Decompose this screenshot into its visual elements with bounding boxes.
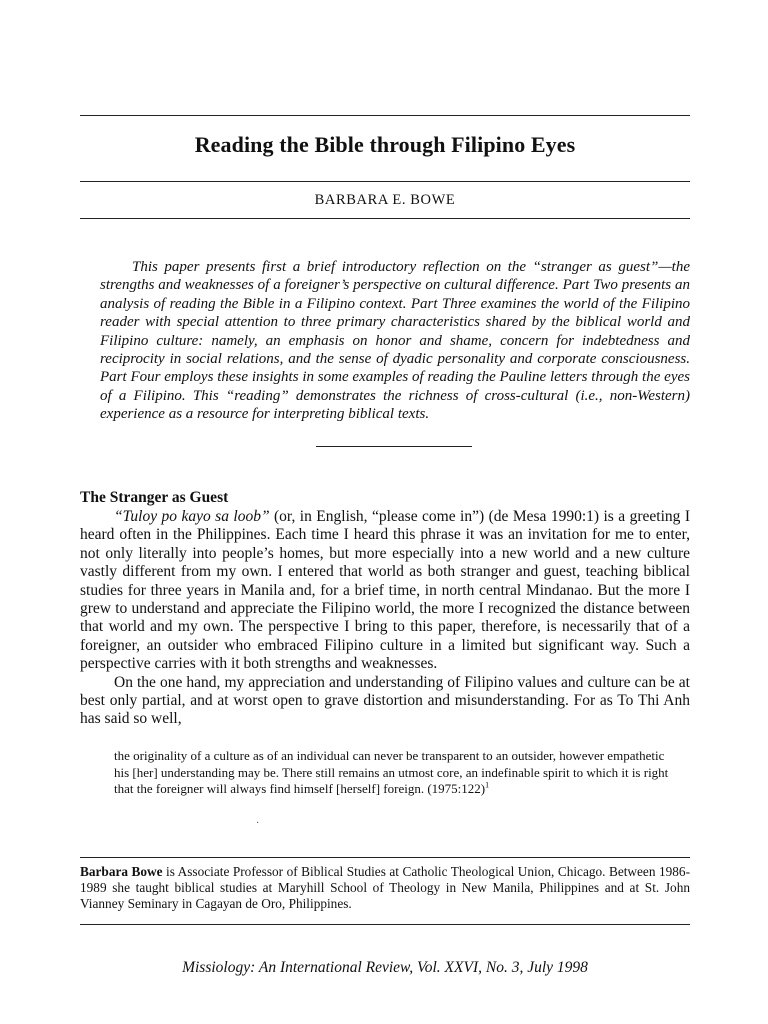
block-quote-text: the originality of a culture as of an individual can never be transparent to an outsider, however empathetic his [her] understanding may be. There still remains an utmost core, an indefinable spirit to which it is right that the foreigner will always find himself [herself] foreign. (1975:122) — [114, 748, 669, 797]
footnote-rule — [80, 857, 690, 858]
abstract: This paper presents first a brief introductory reflection on the “stranger as guest”—the strengths and weaknesses of a foreigner’s perspective on cultural difference. Part Two presents an analysis of reading the Bible in a Filipino context. Part Three examines the world of the Filipino reader with special attention to three primary characteristics shared by the biblical world and Filipino culture: namely, an emphasis on honor and shame, concern for indebtedness and reciprocity in social relations, and the sense of dyadic personality and corporate consciousness. Part Four employs these insights in some examples of reading the Pauline letters through the eyes of a Filipino. This “reading” demonstrates the richness of cross-cultural (i.e., non-Western) experience as a resource for interpreting biblical texts. — [100, 259, 690, 423]
author-bio — [80, 864, 690, 913]
paragraph-2: On the one hand, my appreciation and understanding of Filipino values and culture can be at best only partial, and at worst open to grave distortion and misunderstanding. For as To Thi Anh has said so well, — [80, 673, 690, 728]
paragraph-1 — [80, 508, 690, 674]
bio-name: Barbara Bowe — [80, 864, 163, 879]
section-body — [80, 508, 690, 729]
tagalog-phrase: “Tuloy po kayo sa loob” — [114, 508, 270, 525]
footnote-marker: 1 — [485, 780, 490, 790]
author-name: BARBARA E. BOWE — [314, 192, 456, 208]
author-rule — [80, 218, 690, 219]
abstract-divider — [316, 446, 472, 447]
journal-citation: Missiology: An International Review, Vol. XXVI, No. 3, July 1998 — [182, 959, 588, 976]
section-heading: The Stranger as Guest — [80, 489, 229, 506]
stray-mark: · — [256, 818, 260, 829]
paragraph-1-text: (or, in English, “please come in”) (de Mesa 1990:1) is a greeting I heard often in the Philippines. Each time I heard this phrase it was an invitation for me to enter, not only literally into people’s homes, but more especially into a new world and a new culture vastly different from my own. I entered that world as both stranger and guest, teaching biblical studies for three years in Manila and, for a brief time, in north central Mindanao. But the more I grew to understand and appreciate the Filipino world, the more I recognized the distance between that world and my own. The perspective I bring to this paper, therefore, is necessarily that of a foreigner, an outsider who embraced Filipino culture in a limited but significant way. Such a perspective carries with it both strengths and weaknesses. — [80, 508, 690, 673]
bio-rule — [80, 924, 690, 925]
bio-text: is Associate Professor of Biblical Studies at Catholic Theological Union, Chicago. Between 1986-1989 she taught biblical studies at Maryhill School of Theology in New Manila, Philippines and at St. John Vianney Seminary in Cagayan de Oro, Philippines. — [80, 864, 690, 912]
title-rule — [80, 181, 690, 182]
article-title: Reading the Bible through Filipino Eyes — [194, 132, 576, 157]
top-rule — [80, 115, 690, 116]
block-quote — [114, 748, 674, 798]
